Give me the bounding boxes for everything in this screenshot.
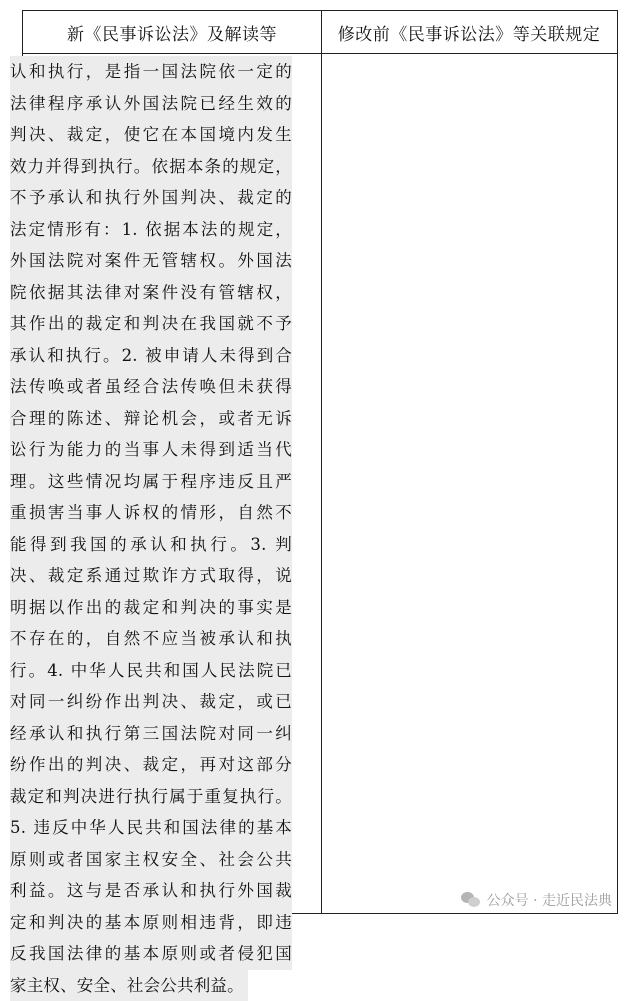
body-text-line: 5. 违反中华人民共和国法律的基本 <box>10 812 292 844</box>
body-text-line: 反我国法律的基本原则或者侵犯国 <box>10 938 292 970</box>
body-text-line: 理。这些情况均属于程序违反且严 <box>10 466 292 498</box>
watermark-text: 公众号 · 走近民法典 <box>487 890 612 910</box>
body-text-line: 能得到我国的承认和执行。3. 判 <box>10 529 292 561</box>
watermark <box>461 890 612 910</box>
body-text-line: 纷作出的判决、裁定，再对这部分 <box>10 749 292 781</box>
body-text-line: 明据以作出的裁定和判决的事实是 <box>10 592 292 624</box>
body-text-line: 讼行为能力的当事人未得到适当代 <box>10 434 292 466</box>
old-law-cell <box>306 56 588 896</box>
body-text-line: 法传唤或者虽经合法传唤但未获得 <box>10 371 292 403</box>
body-text-line: 家主权、安全、社会公共利益。 <box>10 970 248 1001</box>
body-text-line: 效力并得到执行。依据本条的规定， <box>10 151 292 183</box>
body-text-line: 认和执行，是指一国法院依一定的 <box>10 56 292 88</box>
body-text-line: 利益。这与是否承认和执行外国裁 <box>10 875 292 907</box>
body-text-line: 外国法院对案件无管辖权。外国法 <box>10 245 292 277</box>
body-text-line: 判决、裁定，使它在本国境内发生 <box>10 119 292 151</box>
body-text-line: 决、裁定系通过欺诈方式取得，说 <box>10 560 292 592</box>
body-text-line: 行。4. 中华人民共和国人民法院已 <box>10 655 292 687</box>
wechat-icon <box>461 892 481 908</box>
body-text-line: 裁定和判决进行执行属于重复执行。 <box>10 781 292 813</box>
header-new-law: 新《民事诉讼法》及解读等 <box>23 11 321 54</box>
body-text-line: 不予承认和执行外国判决、裁定的 <box>10 182 292 214</box>
body-text-line: 定和判决的基本原则相违背，即违 <box>10 907 292 939</box>
body-text-line: 法律程序承认外国法院已经生效的 <box>10 88 292 120</box>
body-text-line: 法定情形有：1. 依据本法的规定， <box>10 214 292 246</box>
body-text-line: 对同一纠纷作出判决、裁定，或已 <box>10 686 292 718</box>
header-old-law: 修改前《民事诉讼法》等关联规定 <box>321 11 617 54</box>
body-text-line: 院依据其法律对案件没有管辖权， <box>10 277 292 309</box>
table-header-row <box>23 11 617 54</box>
body-text-line: 经承认和执行第三国法院对同一纠 <box>10 718 292 750</box>
body-text-line: 重损害当事人诉权的情形，自然不 <box>10 497 292 529</box>
body-text-line: 不存在的，自然不应当被承认和执 <box>10 623 292 655</box>
body-text-line: 原则或者国家主权安全、社会公共 <box>10 844 292 876</box>
body-text-line: 承认和执行。2. 被申请人未得到合 <box>10 340 292 372</box>
body-text-line: 其作出的裁定和判决在我国就不予 <box>10 308 292 340</box>
body-text-line: 合理的陈述、辩论机会，或者无诉 <box>10 403 292 435</box>
new-law-cell <box>10 56 292 896</box>
